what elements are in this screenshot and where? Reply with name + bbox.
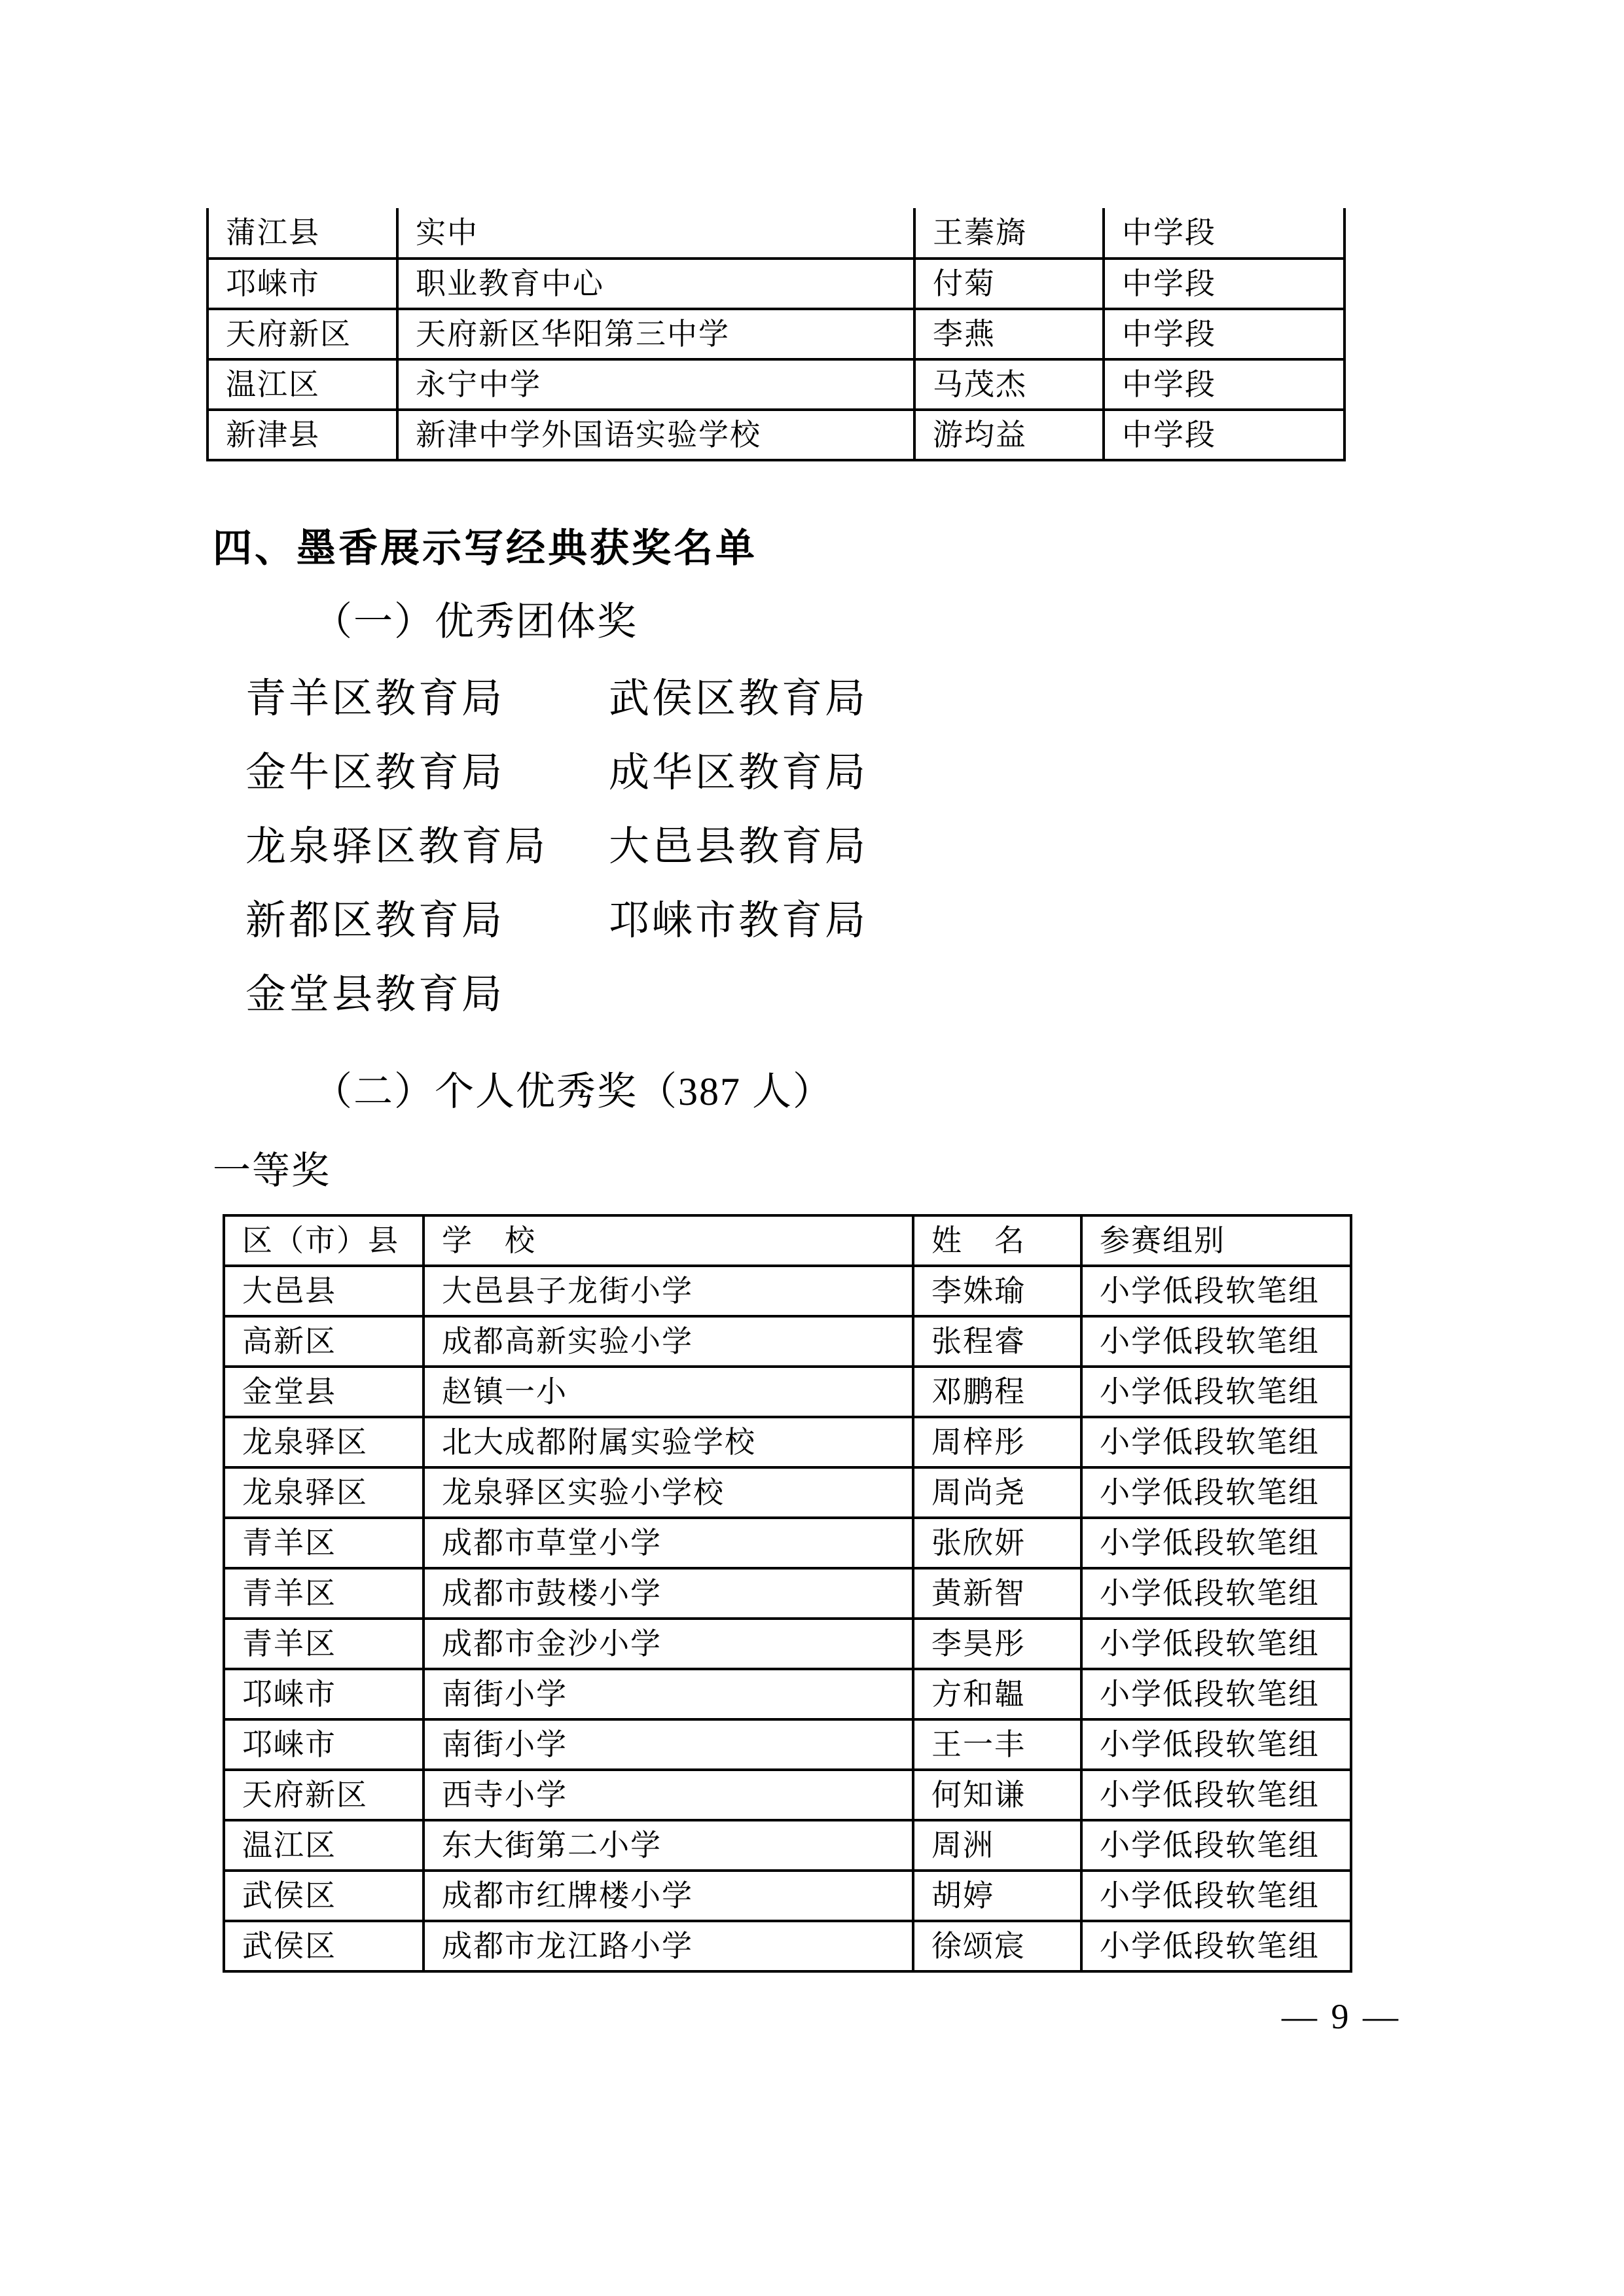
table-row (224, 1367, 1351, 1417)
team-award-winner-list (245, 662, 868, 1032)
table-cell: 方和韞 (913, 1669, 1081, 1719)
table-cell: 李姝瑜 (913, 1266, 1081, 1316)
table-header-row (224, 1215, 1351, 1266)
table-cell: 周洲 (913, 1820, 1081, 1871)
table-cell: 成都市草堂小学 (424, 1518, 913, 1568)
table-cell: 天府新区 (224, 1770, 424, 1820)
bureau-name: 成华区教育局 (609, 751, 869, 795)
table-cell: 小学低段软笔组 (1081, 1316, 1351, 1367)
table-row (224, 1871, 1351, 1921)
table-row (224, 1467, 1351, 1518)
table-cell: 永宁中学 (397, 359, 914, 410)
table-row (224, 1921, 1351, 1971)
table-cell: 龙泉驿区 (224, 1467, 424, 1518)
table-cell: 中学段 (1104, 259, 1344, 309)
table-cell: 中学段 (1104, 208, 1344, 259)
table-cell: 蒲江县 (208, 208, 397, 259)
table-row (208, 410, 1344, 460)
table-row (224, 1820, 1351, 1871)
column-header: 参赛组别 (1081, 1215, 1351, 1266)
table-cell: 邛崃市 (224, 1719, 424, 1770)
table-cell: 小学低段软笔组 (1081, 1467, 1351, 1518)
middle-school-awards-continuation-table (206, 208, 1346, 461)
table-row (208, 309, 1344, 359)
table-cell: 成都市鼓楼小学 (424, 1568, 913, 1619)
table-cell: 南街小学 (424, 1719, 913, 1770)
table-row (224, 1719, 1351, 1770)
column-header: 学 校 (424, 1215, 913, 1266)
table-cell: 游均益 (914, 410, 1104, 460)
table-cell: 张程睿 (913, 1316, 1081, 1367)
table-cell: 何知谦 (913, 1770, 1081, 1820)
table-cell: 小学低段软笔组 (1081, 1619, 1351, 1669)
bureau-name: 大邑县教育局 (609, 825, 869, 869)
table-cell: 青羊区 (224, 1518, 424, 1568)
table-cell: 成都高新实验小学 (424, 1316, 913, 1367)
table-cell: 小学低段软笔组 (1081, 1770, 1351, 1820)
subsection-team-award-heading: （一）优秀团体奖 (313, 600, 638, 643)
table-cell: 温江区 (224, 1820, 424, 1871)
table-cell: 马茂杰 (914, 359, 1104, 410)
bureau-row (245, 884, 868, 958)
table-cell: 温江区 (208, 359, 397, 410)
table-cell: 邛崃市 (224, 1669, 424, 1719)
table-cell: 成都市红牌楼小学 (424, 1871, 913, 1921)
table-cell: 小学低段软笔组 (1081, 1719, 1351, 1770)
table-cell: 武侯区 (224, 1871, 424, 1921)
table-cell: 小学低段软笔组 (1081, 1417, 1351, 1467)
table-cell: 邓鹏程 (913, 1367, 1081, 1417)
table-cell: 周梓彤 (913, 1417, 1081, 1467)
table-cell: 成都市龙江路小学 (424, 1921, 913, 1971)
table-cell: 中学段 (1104, 309, 1344, 359)
subsection-individual-award-heading: （二）个人优秀奖（387 人） (313, 1070, 833, 1113)
table-cell: 王蓁旖 (914, 208, 1104, 259)
table-cell: 小学低段软笔组 (1081, 1871, 1351, 1921)
bureau-row (245, 958, 868, 1032)
table-cell: 东大街第二小学 (424, 1820, 913, 1871)
bureau-name: 龙泉驿区教育局 (245, 825, 549, 869)
table-cell: 小学低段软笔组 (1081, 1367, 1351, 1417)
table-cell: 南街小学 (424, 1669, 913, 1719)
table-cell: 大邑县 (224, 1266, 424, 1316)
table-cell: 张欣妍 (913, 1518, 1081, 1568)
prize-level-label: 一等奖 (213, 1149, 331, 1192)
table-cell: 王一丰 (913, 1719, 1081, 1770)
bureau-name: 青羊区教育局 (245, 677, 505, 721)
first-prize-winners-table (223, 1214, 1352, 1973)
table-row (224, 1417, 1351, 1467)
table-row (224, 1770, 1351, 1820)
table-cell: 实中 (397, 208, 914, 259)
table-cell: 天府新区 (208, 309, 397, 359)
bureau-row (245, 736, 868, 810)
table-cell: 龙泉驿区实验小学校 (424, 1467, 913, 1518)
bureau-name: 金堂县教育局 (245, 973, 505, 1017)
bureau-row (245, 810, 868, 884)
table-row (208, 208, 1344, 259)
table-cell: 胡婷 (913, 1871, 1081, 1921)
bureau-name: 邛崃市教育局 (609, 899, 869, 943)
table-row (224, 1266, 1351, 1316)
table-cell: 徐颂宸 (913, 1921, 1081, 1971)
table-cell: 中学段 (1104, 410, 1344, 460)
table-cell: 中学段 (1104, 359, 1344, 410)
table-cell: 大邑县子龙街小学 (424, 1266, 913, 1316)
table-cell: 北大成都附属实验学校 (424, 1417, 913, 1467)
table-cell: 赵镇一小 (424, 1367, 913, 1417)
table-cell: 职业教育中心 (397, 259, 914, 309)
table-cell: 李燕 (914, 309, 1104, 359)
table-cell: 小学低段软笔组 (1081, 1266, 1351, 1316)
table-cell: 小学低段软笔组 (1081, 1820, 1351, 1871)
table-cell: 新津中学外国语实验学校 (397, 410, 914, 460)
table-cell: 小学低段软笔组 (1081, 1518, 1351, 1568)
table-row (224, 1568, 1351, 1619)
table-row (208, 359, 1344, 410)
table-row (224, 1518, 1351, 1568)
section-heading: 四、墨香展示写经典获奖名单 (213, 526, 757, 570)
table-cell: 邛崃市 (208, 259, 397, 309)
table-row (224, 1316, 1351, 1367)
table-cell: 金堂县 (224, 1367, 424, 1417)
table-cell: 天府新区华阳第三中学 (397, 309, 914, 359)
table-cell: 周尚尧 (913, 1467, 1081, 1518)
bureau-row (245, 662, 868, 736)
table-cell: 青羊区 (224, 1619, 424, 1669)
table-cell: 黄新智 (913, 1568, 1081, 1619)
bureau-name: 武侯区教育局 (609, 677, 869, 721)
page-number: — 9 — (1282, 1997, 1401, 2036)
table-row (224, 1619, 1351, 1669)
table-cell: 西寺小学 (424, 1770, 913, 1820)
table-cell: 付菊 (914, 259, 1104, 309)
table-cell: 新津县 (208, 410, 397, 460)
column-header: 姓 名 (913, 1215, 1081, 1266)
table-cell: 高新区 (224, 1316, 424, 1367)
table-cell: 青羊区 (224, 1568, 424, 1619)
table-cell: 李昊彤 (913, 1619, 1081, 1669)
table-cell: 小学低段软笔组 (1081, 1669, 1351, 1719)
table-cell: 小学低段软笔组 (1081, 1568, 1351, 1619)
bureau-name: 金牛区教育局 (245, 751, 505, 795)
table-cell: 武侯区 (224, 1921, 424, 1971)
table-cell: 小学低段软笔组 (1081, 1921, 1351, 1971)
column-header: 区（市）县 (224, 1215, 424, 1266)
table-row (208, 259, 1344, 309)
table-cell: 成都市金沙小学 (424, 1619, 913, 1669)
table-row (224, 1669, 1351, 1719)
table-cell: 龙泉驿区 (224, 1417, 424, 1467)
bureau-name: 新都区教育局 (245, 899, 505, 943)
